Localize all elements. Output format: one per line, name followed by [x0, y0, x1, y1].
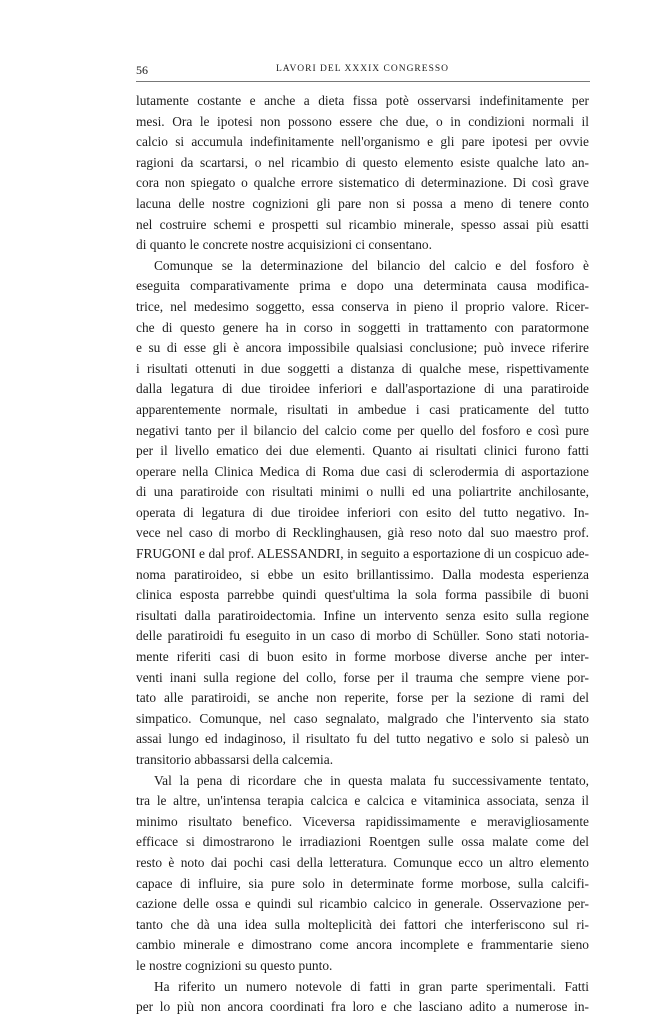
text-line: di quanto le concrete nostre acquisizioni ci consentano.: [136, 237, 432, 253]
text-line: le nostre cognizioni su questo punto.: [136, 957, 333, 973]
text-line: capace di influire, sia pure solo in determinate forme morbose, sulla calcifi-: [136, 875, 589, 891]
text-line: i risultati ottenuti in due soggetti a distanza di qualche mese, rispettivamente: [136, 360, 589, 376]
text-line: per il livello ematico dei due elementi. Quanto ai risultati clinici furono fatti: [136, 443, 589, 459]
running-title: LAVORI DEL XXXIX CONGRESSO: [276, 64, 449, 74]
text-line: di una paratiroide con risultati minimi o nulli ed una poliartrite anchilosante,: [136, 484, 589, 500]
text-line: ragioni da scartarsi, o nel ricambio di questo elemento esiste qualche lato an-: [136, 154, 589, 170]
text-line: minimo risultato benefico. Viceversa rapidissimamente e meravigliosamente: [136, 813, 589, 829]
text-line: efficace si dimostrarono le irradiazioni Roentgen sulle ossa malate come del: [136, 834, 589, 850]
body-text: [136, 91, 589, 1018]
text-line: operare nella Clinica Medica di Roma due casi di sclerodermia di asportazione: [136, 463, 589, 479]
text-line: lutamente costante e anche a dieta fissa potè osservarsi indefinitamente per: [136, 93, 589, 108]
text-line: tra le altre, un'intensa terapia calcica e calcica e vitaminica associata, senza il: [136, 793, 589, 809]
text-line: clinica esposta parrebbe quindi quest'ultima la sola forma passibile di buoni: [136, 587, 589, 603]
text-line: apparentemente normale, risultati in ambedue i casi praticamente del tutto: [136, 401, 589, 417]
text-line: cora non spiegato o qualche errore sistematico di determinazione. Di così grave: [136, 175, 589, 191]
text-line: negativi tanto per il bilancio del calcio come per quello del fosforo e così pure: [136, 422, 589, 438]
page-number: 56: [136, 63, 148, 77]
text-line: noma paratiroideo, si ebbe un esito brillantissimo. Dalla modesta esperienza: [136, 566, 589, 582]
text-line: FRUGONI e dal prof. ALESSANDRI, in seguito a esportazione di un cospicuo ade-: [136, 546, 589, 562]
text-line: mente riferiti casi di buon esito in forme morbose diverse anche per inter-: [136, 649, 589, 665]
text-line: lacuna delle nostre cognizioni gli pare non si possa a meno di tenere conto: [136, 195, 589, 211]
text-line: Val la pena di ricordare che in questa malata fu successivamente tentato,: [154, 772, 589, 788]
text-line: che di questo genere ha in corso in soggetti in trattamento con paratormone: [136, 319, 589, 335]
text-line: delle paratiroidi fu eseguito in un caso di morbo di Schüller. Sono stati notoria-: [136, 628, 589, 644]
text-line: tanto che dà una idea sulla molteplicità dei fattori che interferiscono sul ri-: [136, 916, 589, 932]
text-line: e su di esse gli è ancora impossibile qualsiasi conclusione; può invece riferire: [136, 340, 589, 356]
text-line: calcio si accumula indefinitamente nell'organismo e gli pare ipotesi per ovvie: [136, 134, 589, 150]
page-header: [136, 63, 562, 81]
text-line: nel costruire schemi e prospetti sul ricambio minerale, spesso assai più esatti: [136, 216, 589, 232]
text-line: Ha riferito un numero notevole di fatti in gran parte sperimentali. Fatti: [154, 978, 589, 994]
text-line: eseguita comparativamente prima e dopo una determinata causa modifica-: [136, 278, 589, 294]
text-line: operata di legatura di due tiroidee inferiori con esito del tutto negativo. In-: [136, 504, 589, 520]
text-line: transitorio abbassarsi della calcemia.: [136, 752, 334, 767]
text-line: resto è noto dai pochi casi della letteratura. Comunque ecco un altro elemento: [136, 854, 589, 870]
text-line: mesi. Ora le ipotesi non possono essere che due, o in condizioni normali il: [136, 113, 589, 129]
text-line: cambio minerale e dimostrano come ancora incomplete e frammentarie sieno: [136, 937, 589, 953]
text-line: vece nel caso di morbo di Recklinghausen, già reso noto dal suo maestro prof.: [136, 525, 589, 541]
text-line: trice, nel medesimo soggetto, essa conserva in pieno il proprio valore. Ricer-: [136, 298, 589, 314]
text-line: cazione delle ossa e quindi sul ricambio calcico in generale. Osservazione per-: [136, 896, 589, 912]
text-line: dalla legatura di due tiroidee inferiori e dall'asportazione di una paratiroide: [136, 381, 589, 397]
text-line: risultati dalla paratiroidectomia. Infine un intervento senza esito sulla regione: [136, 607, 589, 623]
text-line: venti inani sulla regione del collo, forse per il trauma che sempre viene por-: [136, 669, 589, 685]
text-line: per lo più non ancora coordinati fra loro e che lasciano adito a numerose in-: [136, 999, 589, 1015]
header-rule: [136, 81, 590, 82]
text-line: simpatico. Comunque, nel caso segnalato, malgrado che l'intervento sia stato: [136, 710, 589, 726]
text-line: assai lungo ed indaginoso, il risultato fu del tutto negativo e solo si palesò un: [136, 731, 589, 747]
text-line: tato alle paratiroidi, se anche non reperite, forse per la sezione di rami del: [136, 690, 589, 706]
text-line: Comunque se la determinazione del bilancio del calcio e del fosforo è: [154, 257, 589, 273]
